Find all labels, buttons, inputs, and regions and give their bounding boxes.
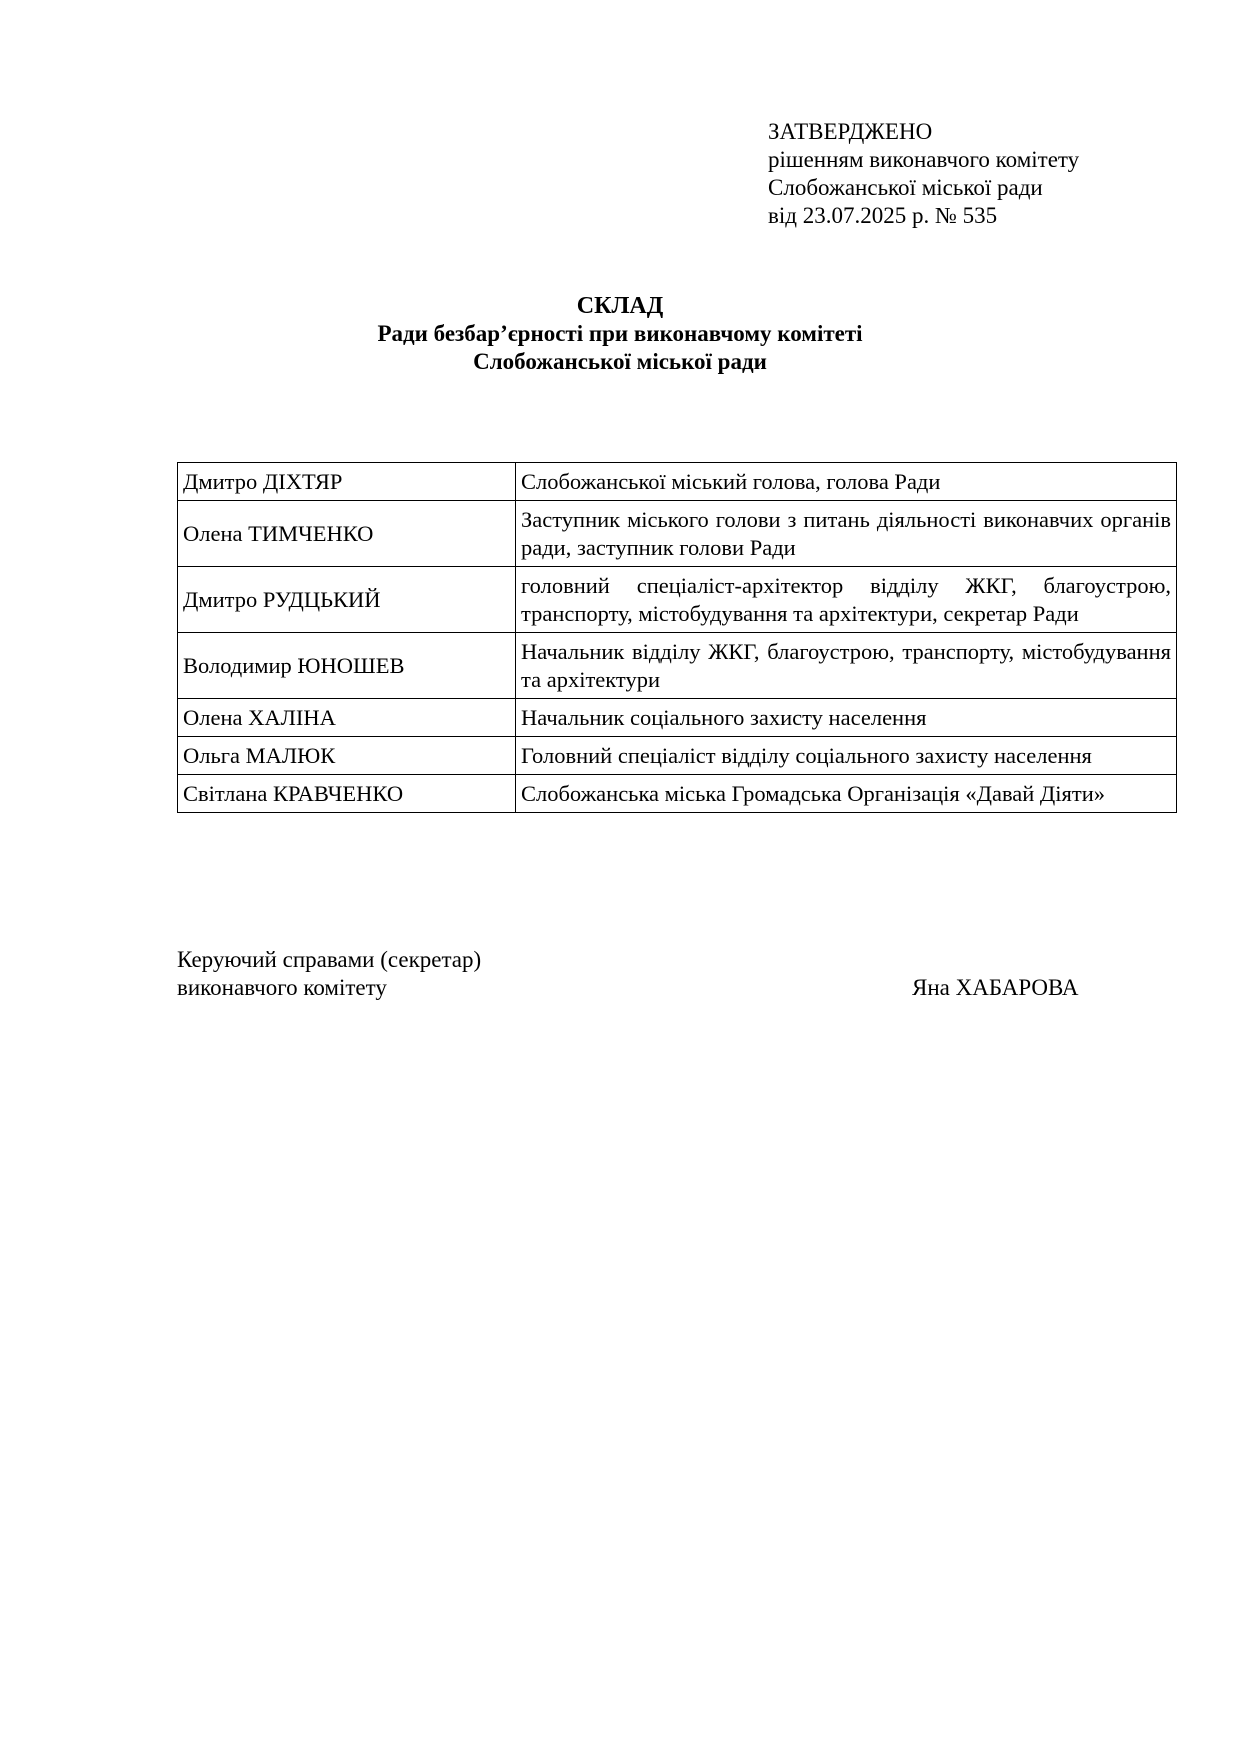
member-role: Заступник міського голови з питань діяльності виконавчих органів ради, заступник голови Ради bbox=[516, 501, 1177, 567]
member-role: Начальник соціального захисту населення bbox=[516, 699, 1177, 737]
document-title: СКЛАД bbox=[576, 293, 664, 319]
member-role: Начальник відділу ЖКГ, благоустрою, транспорту, містобудування та архітектури bbox=[516, 633, 1177, 699]
approval-decision-line: рішенням виконавчого комітету bbox=[768, 147, 1080, 172]
document-subtitle-line2: Слобожанської міської ради bbox=[473, 349, 767, 374]
member-role: Слобожанської міський голова, голова Ради bbox=[516, 463, 1177, 501]
document-title-block bbox=[0, 292, 1240, 376]
table-row bbox=[178, 501, 1177, 567]
members-table bbox=[177, 462, 1177, 813]
approval-heading: ЗАТВЕРДЖЕНО bbox=[768, 119, 933, 144]
member-name: Дмитро ДІХТЯР bbox=[178, 463, 516, 501]
approval-council-line: Слобожанської міської ради bbox=[768, 175, 1043, 200]
document-subtitle-line1: Ради безбар’єрності при виконавчому комітеті bbox=[377, 321, 863, 346]
member-name: Ольга МАЛЮК bbox=[178, 737, 516, 775]
member-name: Олена ХАЛІНА bbox=[178, 699, 516, 737]
signatory-position-line1: Керуючий справами (секретар) bbox=[177, 947, 482, 972]
member-role: Слобожанська міська Громадська Організація «Давай Діяти» bbox=[516, 775, 1177, 813]
approval-block bbox=[768, 118, 1079, 230]
table-row bbox=[178, 567, 1177, 633]
table-row bbox=[178, 775, 1177, 813]
table-row bbox=[178, 737, 1177, 775]
table-row bbox=[178, 699, 1177, 737]
member-role: Головний спеціаліст відділу соціального захисту населення bbox=[516, 737, 1177, 775]
table-row bbox=[178, 633, 1177, 699]
member-name: Олена ТИМЧЕНКО bbox=[178, 501, 516, 567]
member-name: Дмитро РУДЦЬКИЙ bbox=[178, 567, 516, 633]
member-name: Світлана КРАВЧЕНКО bbox=[178, 775, 516, 813]
signature-block bbox=[177, 946, 1177, 1002]
signatory-name: Яна ХАБАРОВА bbox=[912, 975, 1079, 1000]
table-row bbox=[178, 463, 1177, 501]
member-name: Володимир ЮНОШЕВ bbox=[178, 633, 516, 699]
signatory-position-line2: виконавчого комітету bbox=[177, 975, 387, 1000]
member-role: головний спеціаліст-архітектор відділу ЖКГ, благоустрою, транспорту, містобудування та архітектури, секретар Ради bbox=[516, 567, 1177, 633]
approval-date-number: від 23.07.2025 р. № 535 bbox=[768, 203, 998, 228]
